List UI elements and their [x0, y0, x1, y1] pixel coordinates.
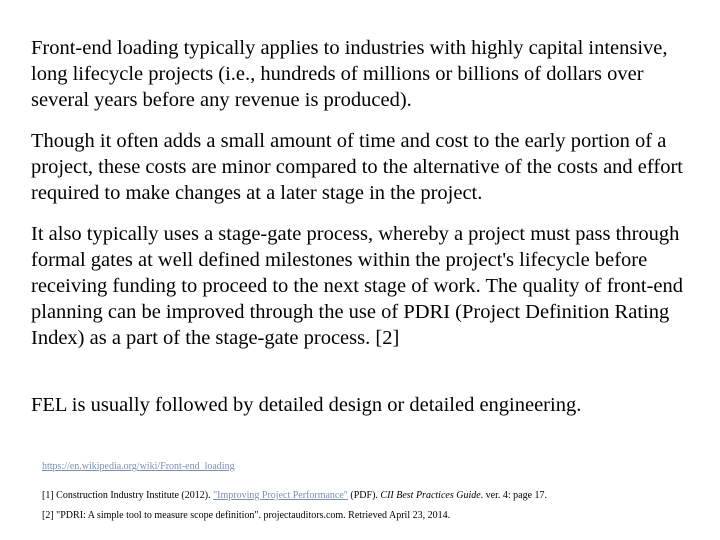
reference-1 — [42, 489, 547, 502]
paragraph-detailed-design: FEL is usually followed by detailed design or detailed engineering. — [31, 394, 582, 416]
reference-1-suffix: . ver. 4: page 17. — [480, 490, 548, 501]
paragraph-stage-gate: It also typically uses a stage-gate process, whereby a project must pass through formal gates at well defined milestones within the project's lifecycle before receiving funding to proceed to the next stage of work. The quality of front-end planning can be improved through the use of PDRI (Project Definition Rating Index) as a part of the stage-gate process. [2] — [31, 223, 684, 349]
paragraph-fel-cost: Though it often adds a small amount of time and cost to the early portion of a project, these costs are minor compared to the alternative of the costs and effort required to make changes at a later stage in the project. — [31, 130, 683, 204]
reference-1-link[interactable]: "Improving Project Performance" — [213, 490, 348, 501]
source-link[interactable]: https://en.wikipedia.org/wiki/Front-end_loading — [42, 461, 235, 472]
paragraph-fel-industries: Front-end loading typically applies to industries with highly capital intensive, long lifecycle projects (i.e., hundreds of millions or billions of dollars over several years before any revenue is produced). — [31, 37, 668, 111]
reference-1-middle: (PDF). — [347, 490, 381, 501]
reference-2: [2] "PDRI: A simple tool to measure scope definition". projectauditors.com. Retrieved April 23, 2014. — [42, 510, 451, 521]
reference-1-journal: CII Best Practices Guide — [380, 490, 481, 501]
reference-1-prefix: [1] Construction Industry Institute (2012). — [42, 490, 214, 501]
